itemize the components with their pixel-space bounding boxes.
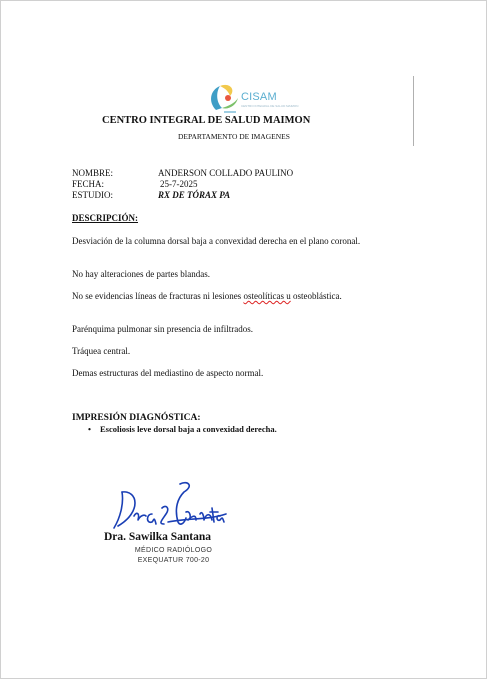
study-value: RX DE TÓRAX PA bbox=[158, 190, 231, 200]
name-value: ANDERSON COLLADO PAULINO bbox=[158, 168, 294, 178]
description-heading: DESCRIPCIÓN: bbox=[72, 213, 139, 223]
department-subtitle: DEPARTAMENTO DE IMAGENES bbox=[178, 132, 290, 141]
doctor-license: EXEQUATUR 700-20 bbox=[137, 557, 210, 564]
finding-paragraph: Parénquima pulmonar sin presencia de infiltrados. bbox=[72, 324, 253, 334]
handwritten-signature bbox=[108, 478, 228, 536]
impression-heading: IMPRESIÓN DIAGNÓSTICA: bbox=[72, 413, 201, 423]
finding-paragraph: Desviación de la columna dorsal baja a convexidad derecha en el plano coronal. bbox=[72, 236, 361, 246]
doctor-specialty: MÉDICO RADIÓLOGO bbox=[134, 547, 213, 554]
impression-text: Escoliosis leve dorsal baja a convexidad derecha. bbox=[100, 424, 277, 434]
bullet-icon: • bbox=[88, 424, 91, 434]
date-row bbox=[72, 179, 198, 189]
date-value: 25-7-2025 bbox=[160, 179, 198, 189]
doctor-name: Dra. Sawilka Santana bbox=[104, 531, 212, 543]
name-label: NOMBRE: bbox=[72, 168, 114, 178]
header-divider bbox=[413, 76, 414, 146]
logo-tagline: CENTRO INTEGRAL DE SALUD MAIMON bbox=[241, 104, 299, 108]
finding-paragraph: Demas estructuras del mediastino de aspecto normal. bbox=[72, 368, 264, 378]
impression-list-item bbox=[88, 424, 277, 434]
patient-name-row bbox=[72, 168, 293, 178]
spellcheck-underline: osteolíticas u bbox=[243, 291, 291, 301]
date-label: FECHA: bbox=[72, 179, 105, 189]
study-label: ESTUDIO: bbox=[72, 190, 113, 200]
study-row bbox=[72, 190, 230, 200]
organization-title: CENTRO INTEGRAL DE SALUD MAIMON bbox=[102, 115, 311, 126]
finding-paragraph: No se evidencias líneas de fracturas ni lesiones osteolíticas u osteoblástica. bbox=[72, 291, 342, 301]
logo-wordmark: CISAM bbox=[241, 91, 277, 103]
finding-paragraph: Tráquea central. bbox=[72, 346, 131, 356]
finding-paragraph: No hay alteraciones de partes blandas. bbox=[72, 269, 210, 279]
